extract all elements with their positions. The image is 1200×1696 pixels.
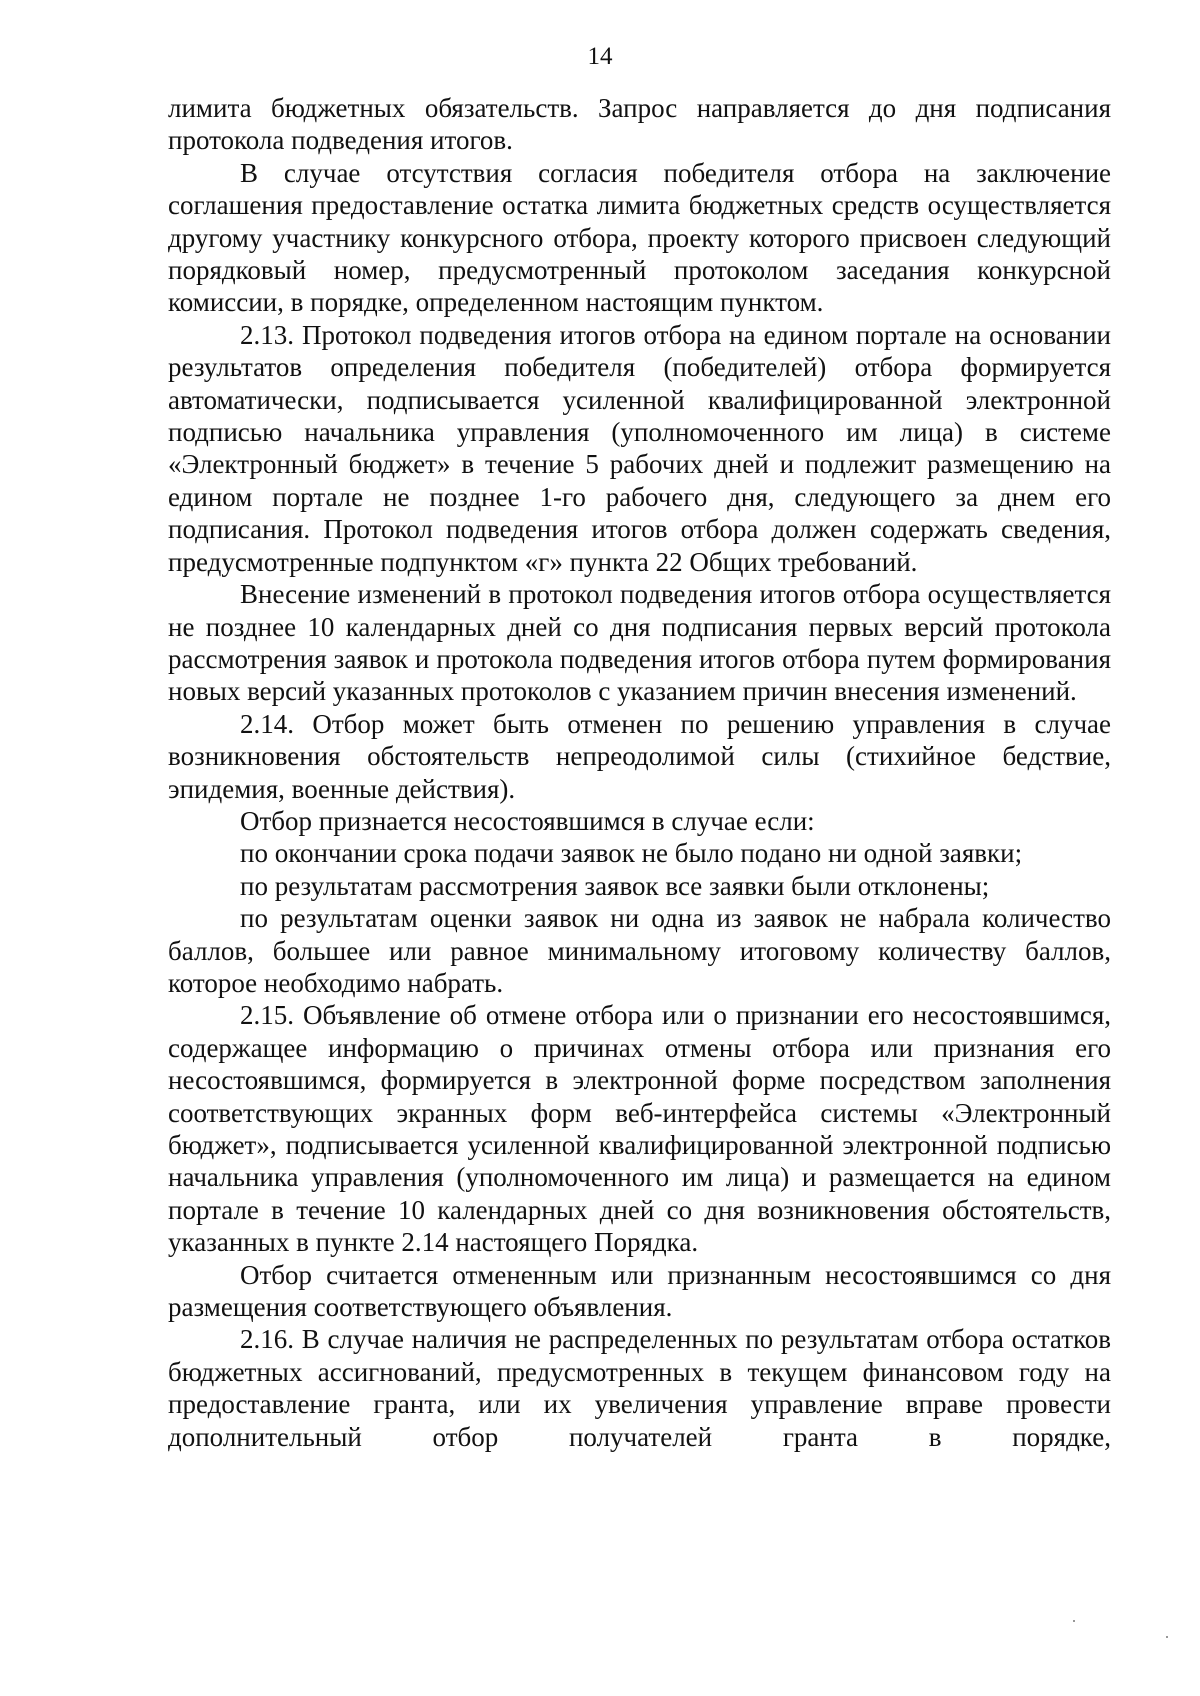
list-item-all-rejected: по результатам рассмотрения заявок все заявки были отклонены; (240, 870, 990, 901)
list-item-insufficient-score: по результатам оценки заявок ни одна из заявок не набрала количество баллов, большее или равное минимальному итоговому количеству баллов, которое необходимо набрать. (168, 903, 1111, 998)
paragraph-continuation: лимита бюджетных обязательств. Запрос направляется до дня подписания протокола подведения итогов. (168, 93, 1111, 156)
paragraph-protocol-changes: Внесение изменений в протокол подведения итогов отбора осуществляется не позднее 10 календарных дней со дня подписания первых версий протокола рассмотрения заявок и протокола подведения итогов отбора путем формирования новых версий указанных протоколов с указанием причин внесения изменений. (168, 579, 1111, 707)
paragraph-cancelled-status: Отбор считается отмененным или признанным несостоявшимся со дня размещения соответствующего объявления. (168, 1259, 1111, 1323)
scan-speck (1166, 1636, 1168, 1638)
paragraph-2-16: 2.16. В случае наличия не распределенных по результатам отбора остатков бюджетных ассигнований, предусмотренных в текущем финансовом году на предоставление гранта, или их увеличения управление вправе провести дополнительный отбор получателей гранта в порядке, (168, 1324, 1111, 1452)
paragraph-2-13: 2.13. Протокол подведения итогов отбора на едином портале на основании результатов определения победителя (победителей) отбора формируется автоматически, подписывается усиленной квалифицированной электронной подписью начальника управления (уполномоченного им лица) в системе «Электронный бюджет» в течение 5 рабочих дней и подлежит размещению на едином портале не позднее 1-го рабочего дня, следующего за днем его подписания. Протокол подведения итогов отбора должен содержать сведения, предусмотренные подпунктом «г» пункта 22 Общих требований. (168, 319, 1111, 577)
paragraph-failed-selection: Отбор признается несостоявшимся в случае если: (240, 805, 815, 836)
paragraph-2-15: 2.15. Объявление об отмене отбора или о признании его несостоявшимся, содержащее информацию о причинах отмены отбора или признания его несостоявшимся, формируется в электронной форме посредством заполнения соответствующих экранных форм веб-интерфейса системы «Электронный бюджет», подписывается усиленной квалифицированной электронной подписью начальника управления (уполномоченного им лица) и размещается на едином портале в течение 10 календарных дней со дня возникновения обстоятельств, указанных в пункте 2.14 настоящего Порядка. (168, 1000, 1111, 1258)
list-item-no-applications: по окончании срока подачи заявок не было подано ни одной заявки; (240, 838, 1023, 869)
paragraph-no-consent: В случае отсутствия согласия победителя отбора на заключение соглашения предоставление остатка лимита бюджетных средств осуществляется другому участнику конкурсного отбора, проекту которого присвоен следующий порядковый номер, предусмотренный протоколом заседания конкурсной комиссии, в порядке, определенном настоящим пунктом. (168, 157, 1111, 318)
page-number: 14 (587, 43, 613, 70)
paragraph-2-14: 2.14. Отбор может быть отменен по решению управления в случае возникновения обстоятельств непреодолимой силы (стихийное бедствие, эпидемия, военные действия). (168, 708, 1111, 804)
document-body (168, 92, 1111, 1453)
scan-speck (1073, 1620, 1075, 1622)
